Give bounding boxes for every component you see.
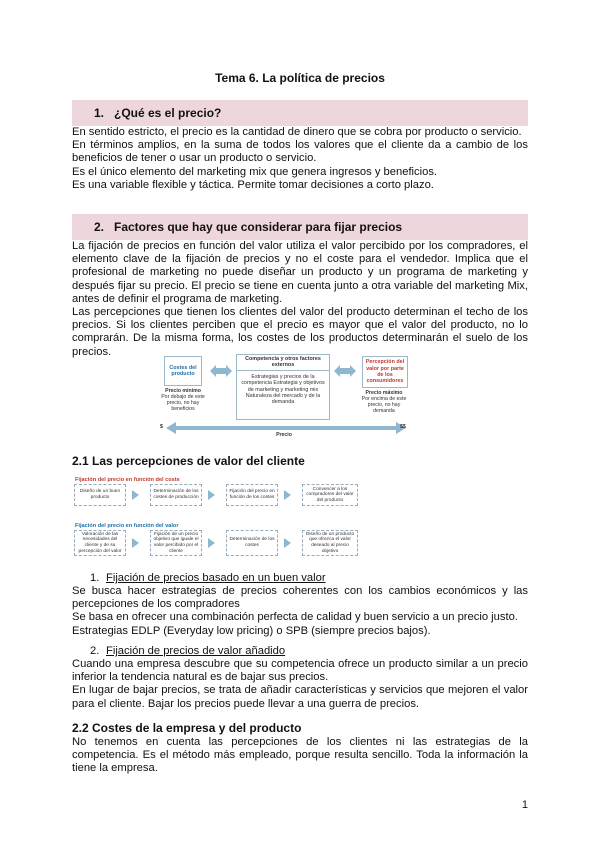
paragraph: En sentido estricto, el precio es la cantidad de dinero que se cobra por producto o servicio. xyxy=(72,126,522,138)
costs-box xyxy=(164,356,202,386)
paragraph: No tenemos en cuenta las percepciones de los clientes ni las estrategias de la competencia. Es el método más empleado, porque resulta sencillo. Toda la información la tiene la empresa. xyxy=(72,736,528,775)
section-2-1-heading: 2.1 Las percepciones de valor del cliente xyxy=(72,454,305,468)
flow-step: Fijación del precio en función de los costes xyxy=(226,484,278,506)
pricing-flow-diagram xyxy=(72,474,388,566)
page-title: Tema 6. La política de precios xyxy=(215,71,385,85)
price-factors-diagram xyxy=(160,354,410,440)
subsection-1-body xyxy=(72,585,528,638)
paragraph: En lugar de bajar precios, se trata de añadir características y servicios que mejoren el valor para el cliente. Bajar los precios puede llevar a una guerra de precios. xyxy=(72,684,528,710)
section-2-heading xyxy=(72,214,528,240)
flow-step: Determinación de los costes xyxy=(226,530,278,556)
subsection-number: 1. xyxy=(90,572,100,584)
value-flow-label: Fijación del precio en función del valor xyxy=(75,523,179,529)
paragraph: Se busca hacer estrategias de precios coherentes con los cambios económicos y las percepciones de los compradores xyxy=(72,585,528,611)
page-number: 1 xyxy=(521,798,528,811)
min-price-text: Por debajo de este precio, no hay beneficios xyxy=(161,394,205,412)
min-price-note xyxy=(160,388,206,412)
paragraph: Cuando una empresa descubre que su competencia ofrece un producto similar a un precio inferior la tendencia natural es de bajar sus precios. xyxy=(72,658,528,684)
flow-step: Diseño de un buen producto xyxy=(74,484,126,506)
subsection-2-body xyxy=(72,658,528,711)
section-1-heading xyxy=(72,100,528,126)
paragraph: Se basa en ofrecer una combinación perfecta de calidad y buen servicio a un precio justo. xyxy=(72,611,518,624)
subsection-title: Fijación de precios basado en un buen valor xyxy=(106,572,326,584)
section-2-2-body xyxy=(72,736,528,776)
arrow-right-icon xyxy=(132,538,139,548)
competition-text: Estrategias y precios de la competencia Estrategia y objetivos de marketing y marketing mix Naturaleza del mercado y de la demanda xyxy=(241,373,325,406)
max-price-note xyxy=(358,390,410,414)
paragraph: Es una variable flexible y táctica. Permite tomar decisiones a corto plazo. xyxy=(72,178,434,191)
flow-step: Fijación de un precio objetivo que iguale el valor percibido por el cliente xyxy=(150,530,202,556)
section-2-2-heading: 2.2 Costes de la empresa y del producto xyxy=(72,721,302,735)
section-title: Factores que hay que considerar para fijar precios xyxy=(114,220,403,234)
paragraph: En términos amplios, en la suma de todos los valores que el cliente da a cambio de los beneficios de tener o usar un producto o servicio. xyxy=(72,139,528,165)
arrow-right-icon xyxy=(284,538,291,548)
flow-step: Determinación de los costes de producción xyxy=(150,484,202,506)
paragraph: Es el único elemento del marketing mix que genera ingresos y beneficios. xyxy=(72,165,438,178)
cost-flow-label: Fijación del precio en función del coste xyxy=(75,477,180,483)
paragraph: La fijación de precios en función del valor utiliza el valor percibido por los compradores, el elemento clave de la fijación de precios y no el coste para el vendedor. Implica que el profesional de marketing no puede diseñar un producto y un programa de marketing y después fijar su precio. El precio se tiene en cuenta junto a otra variable del marketing Mix, antes de definir el programa de marketing. xyxy=(72,240,528,305)
flow-step: Valoración de las necesidades del cliente y de su percepción del valor xyxy=(74,530,126,556)
flow-step: Diseño de un producto que ofrezca el valor deseado al precio objetivo xyxy=(302,530,358,556)
paragraph: Estrategias EDLP (Everyday low pricing) o SPB (siempre precios bajos). xyxy=(72,624,431,637)
min-price-title: Precio mínimo xyxy=(165,388,201,394)
section-number: 2. xyxy=(94,220,105,234)
competition-title: Competencia y otros factores externos xyxy=(237,355,329,371)
costs-title: Costes del producto xyxy=(169,364,197,377)
paragraph: Las percepciones que tienen los clientes del valor del producto determinan el techo de los precios. Si los clientes perciben que el precio es mayor que el valor del producto, no lo comprarán. De la misma forma, los costes de los productos determinarán el suelo de los precios. xyxy=(72,306,528,358)
max-price-title: Precio máximo xyxy=(365,390,403,396)
axis-low-label: $ xyxy=(160,424,163,430)
section-2-body xyxy=(72,240,528,359)
competition-box xyxy=(236,354,330,420)
arrow-right-icon xyxy=(208,538,215,548)
double-arrow-icon xyxy=(332,362,358,380)
axis-high-label: $$ xyxy=(400,424,406,430)
section-1-body xyxy=(72,126,528,192)
section-number: 1. xyxy=(94,106,105,120)
subsection-2-title xyxy=(90,645,285,658)
arrow-right-icon xyxy=(208,490,215,500)
double-arrow-icon xyxy=(208,362,234,380)
max-price-text: Por encima de este precio, no hay demanda xyxy=(361,396,407,414)
subsection-title: Fijación de precios de valor añadido xyxy=(106,645,286,657)
value-perception-box xyxy=(362,356,408,388)
arrow-right-icon xyxy=(284,490,291,500)
axis-label: Precio xyxy=(276,432,292,438)
subsection-number: 2. xyxy=(90,645,100,657)
flow-step: Convencer a los compradores del valor del producto xyxy=(302,484,358,506)
arrow-right-icon xyxy=(132,490,139,500)
value-perception-title: Percepción del valor por parte de los consumidores xyxy=(365,359,405,385)
section-title: ¿Qué es el precio? xyxy=(114,106,222,120)
subsection-1-title xyxy=(90,572,326,585)
